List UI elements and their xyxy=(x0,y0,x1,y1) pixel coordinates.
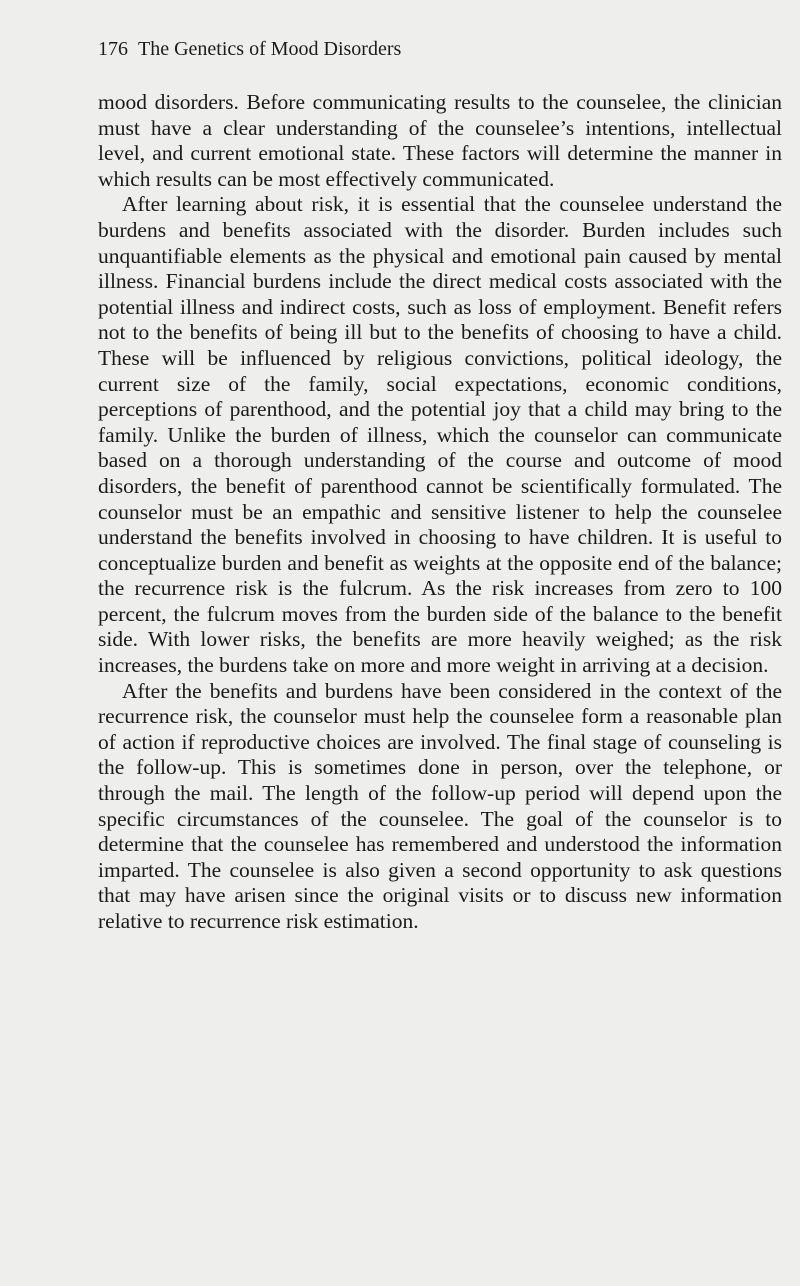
paragraph-burdens-benefits: After learning about risk, it is essential that the counselee understand the burdens and benefits associated with the disorder. Burden includes such unquantifiable elements as the physical and emotional pain caused by mental illness. Financial burdens include the direct medical costs associated with the potential illness and indirect costs, such as loss of employment. Benefit refers not to the benefits of being ill but to the benefits of choosing to have a child. These will be influenced by religious convictions, political ideology, the current size of the family, social expectations, economic conditions, perceptions of parenthood, and the potential joy that a child may bring to the family. Unlike the burden of illness, which the counselor can communicate based on a thorough understanding of the course and outcome of mood disorders, the benefit of parenthood cannot be scientifically formulated. The counselor must be an empathic and sensitive listener to help the counselee understand the benefits involved in choosing to have children. It is useful to conceptualize burden and benefit as weights at the opposite end of the balance; the recurrence risk is the fulcrum. As the risk increases from zero to 100 percent, the fulcrum moves from the burden side of the balance to the benefit side. With lower risks, the benefits are more heavily weighed; as the risk increases, the burdens take on more and more weight in arriving at a decision. xyxy=(98,192,782,678)
running-title: The Genetics of Mood Disorders xyxy=(138,38,402,60)
paragraph-follow-up: After the benefits and burdens have been considered in the context of the recurrence risk, the counselor must help the counselee form a reasonable plan of action if reproductive choices are involved. The final stage of counseling is the follow-up. This is sometimes done in person, over the telephone, or through the mail. The length of the follow-up period will depend upon the specific circumstances of the counselee. The goal of the counselor is to determine that the counselee has remembered and understood the information imparted. The counselee is also given a second opportunity to ask questions that may have arisen since the original visits or to discuss new information relative to recurrence risk estimation. xyxy=(98,678,782,933)
body-text xyxy=(98,90,782,935)
page-number: 176 xyxy=(98,38,128,60)
running-head xyxy=(98,38,401,61)
paragraph-continuation: mood disorders. Before communicating results to the counselee, the clinician must have a clear understanding of the counselee’s intentions, intellectual level, and current emotional state. These factors will determine the manner in which results can be most effectively communicated. xyxy=(98,90,782,191)
